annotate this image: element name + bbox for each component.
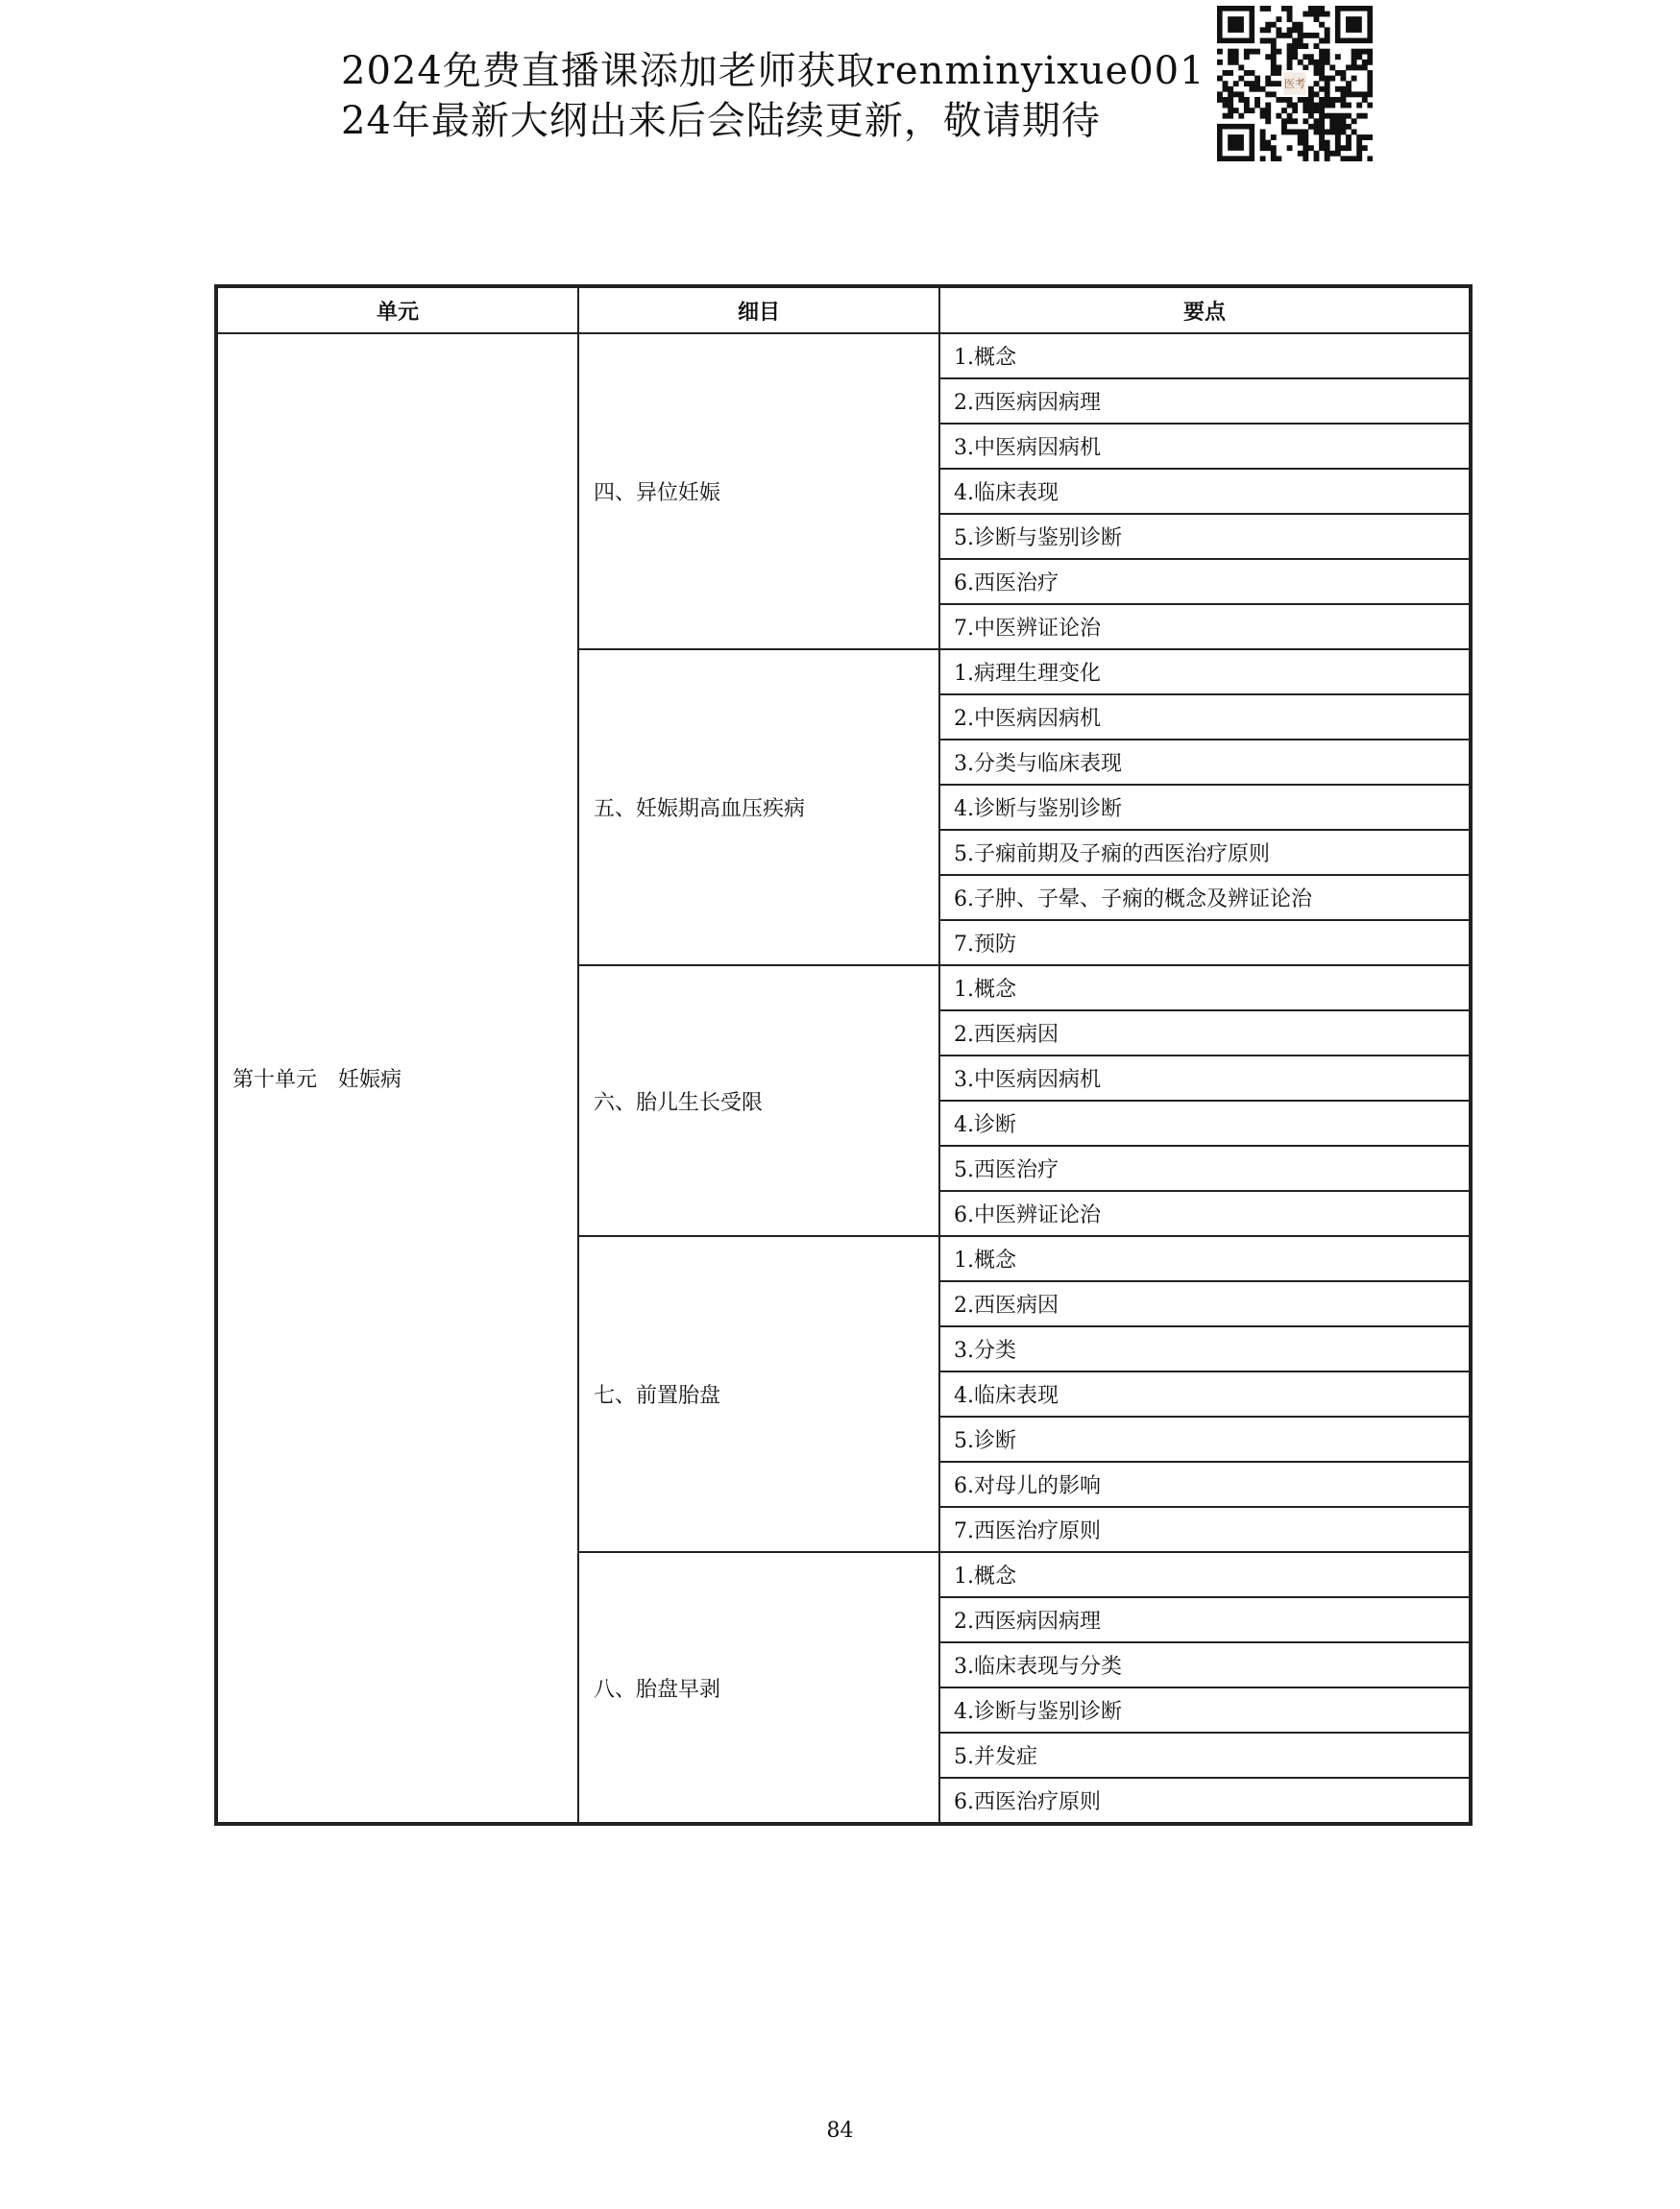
point-cell: 4.临床表现 [939, 1372, 1470, 1417]
column-header-item: 细目 [578, 287, 939, 333]
point-cell: 4.临床表现 [939, 469, 1470, 514]
point-cell: 6.子肿、子晕、子痫的概念及辨证论治 [939, 875, 1470, 920]
point-cell: 5.诊断 [939, 1417, 1470, 1462]
page-number: 84 [826, 2119, 854, 2143]
point-cell: 2.西医病因病理 [939, 1597, 1470, 1642]
point-cell: 3.分类与临床表现 [939, 740, 1470, 785]
promo-line-2: 24年最新大纲出来后会陆续更新，敬请期待 [341, 99, 1101, 143]
unit-cell: 第十单元 妊娠病 [217, 333, 578, 1823]
point-cell: 2.中医病因病机 [939, 694, 1470, 740]
table-row [217, 333, 1470, 378]
syllabus-table [216, 286, 1471, 1824]
point-cell: 6.西医治疗 [939, 559, 1470, 604]
point-cell: 2.西医病因 [939, 1010, 1470, 1056]
table-body [217, 333, 1470, 1823]
promo-header [341, 46, 1205, 146]
point-cell: 5.诊断与鉴别诊断 [939, 514, 1470, 559]
point-cell: 5.子痫前期及子痫的西医治疗原则 [939, 830, 1470, 875]
point-cell: 3.中医病因病机 [939, 424, 1470, 469]
point-cell: 1.概念 [939, 965, 1470, 1010]
point-cell: 6.西医治疗原则 [939, 1778, 1470, 1823]
point-cell: 5.西医治疗 [939, 1146, 1470, 1191]
point-cell: 4.诊断与鉴别诊断 [939, 785, 1470, 830]
point-cell: 5.并发症 [939, 1733, 1470, 1778]
item-cell: 五、妊娠期高血压疾病 [578, 649, 939, 965]
qr-code-icon [1217, 6, 1373, 161]
item-cell: 七、前置胎盘 [578, 1236, 939, 1552]
point-cell: 4.诊断与鉴别诊断 [939, 1687, 1470, 1733]
point-cell: 2.西医病因 [939, 1281, 1470, 1326]
point-cell: 6.对母儿的影响 [939, 1462, 1470, 1507]
point-cell: 3.中医病因病机 [939, 1056, 1470, 1101]
point-cell: 2.西医病因病理 [939, 378, 1470, 424]
item-cell: 六、胎儿生长受限 [578, 965, 939, 1236]
point-cell: 3.分类 [939, 1326, 1470, 1372]
point-cell: 1.概念 [939, 1236, 1470, 1281]
item-cell: 四、异位妊娠 [578, 333, 939, 649]
point-cell: 1.病理生理变化 [939, 649, 1470, 694]
point-cell: 4.诊断 [939, 1101, 1470, 1146]
point-cell: 7.中医辨证论治 [939, 604, 1470, 649]
point-cell: 1.概念 [939, 1552, 1470, 1597]
point-cell: 6.中医辨证论治 [939, 1191, 1470, 1236]
item-cell: 八、胎盘早剥 [578, 1552, 939, 1823]
point-cell: 7.西医治疗原则 [939, 1507, 1470, 1552]
point-cell: 7.预防 [939, 920, 1470, 965]
promo-line-1: 2024免费直播课添加老师获取renminyixue001 [341, 49, 1205, 93]
svg-text:医考: 医考 [1284, 77, 1305, 90]
table-header-row [217, 287, 1470, 333]
point-cell: 1.概念 [939, 333, 1470, 378]
point-cell: 3.临床表现与分类 [939, 1642, 1470, 1687]
column-header-points: 要点 [939, 287, 1470, 333]
column-header-unit: 单元 [217, 287, 578, 333]
